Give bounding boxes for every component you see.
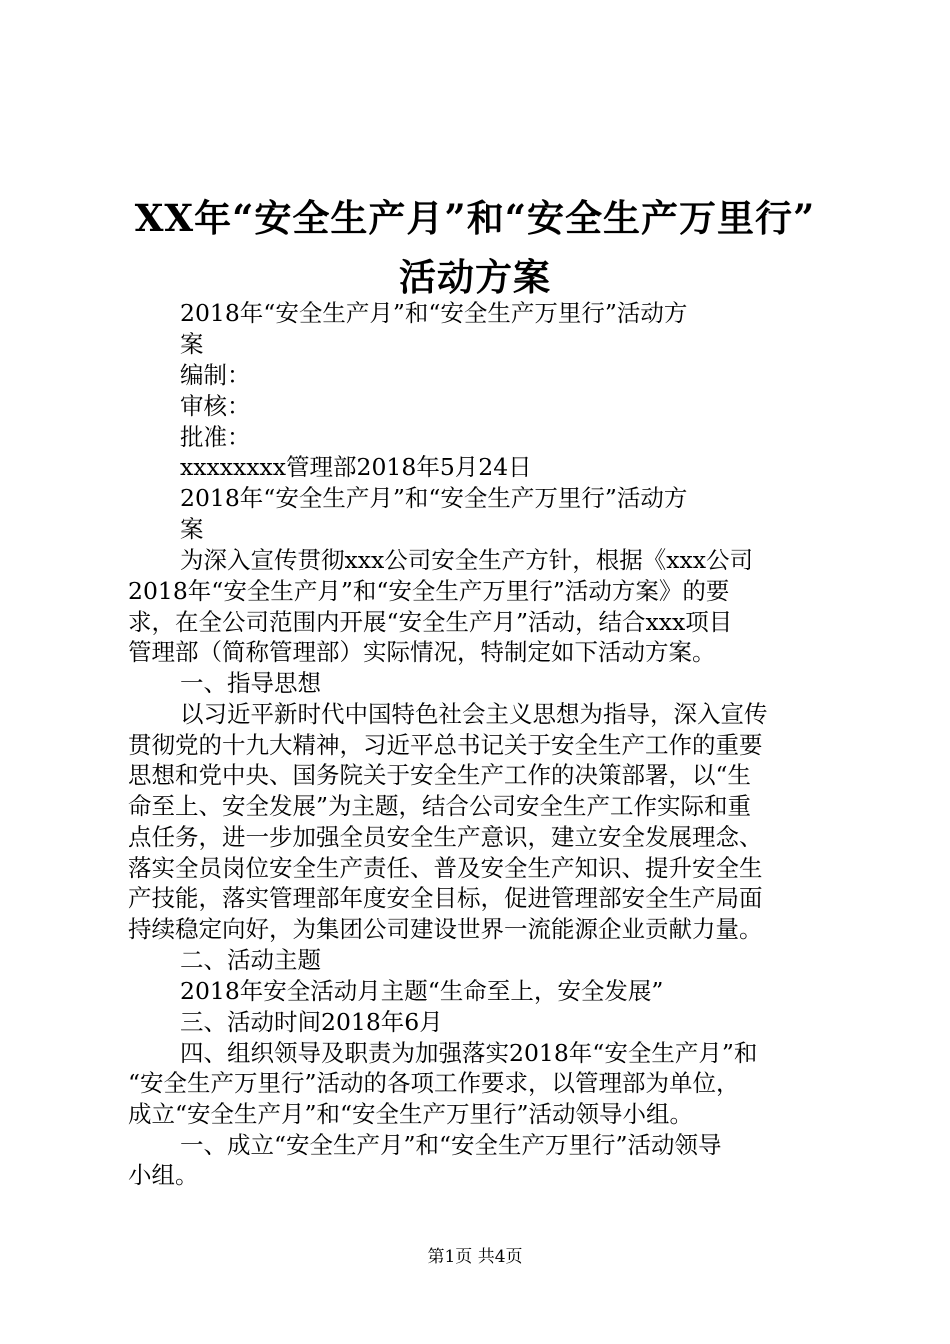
body-text-line: 2018年安全活动月主题“生命至上，安全发展” <box>180 977 664 1005</box>
issuer-date-line: xxxxxxxx管理部2018年5月24日 <box>180 453 532 481</box>
body-text-line: 小组。 <box>128 1161 199 1189</box>
body-text-line: 持续稳定向好，为集团公司建设世界一流能源企业贡献力量。 <box>128 915 763 943</box>
body-text-line: 2018年“安全生产月”和“安全生产万里行”活动方案》的要 <box>128 577 730 605</box>
subtitle-line: 2018年“安全生产月”和“安全生产万里行”活动方 <box>180 299 688 327</box>
body-text-line: 成立“安全生产月”和“安全生产万里行”活动领导小组。 <box>128 1100 694 1128</box>
document-title-line-1: XX年“安全生产月”和“安全生产万里行” <box>134 196 816 240</box>
body-text-line: 贯彻党的十九大精神，习近平总书记关于安全生产工作的重要 <box>128 731 763 759</box>
approver-field: 批准： <box>180 423 251 451</box>
document-title-line-2: 活动方案 <box>399 255 551 299</box>
body-text-line: 思想和党中央、国务院关于安全生产工作的决策部署，以“生 <box>128 761 752 789</box>
body-text-line: 点任务，进一步加强全员安全生产意识，建立安全发展理念、 <box>128 823 763 851</box>
section-heading: 二、活动主题 <box>180 946 321 974</box>
body-text-line: 一、成立“安全生产月”和“安全生产万里行”活动领导 <box>180 1131 722 1159</box>
body-text-line: 产技能，落实管理部年度安全目标，促进管理部安全生产局面 <box>128 884 763 912</box>
body-text-line: 落实全员岗位安全生产责任、普及安全生产知识、提升安全生 <box>128 854 763 882</box>
author-field: 编制： <box>180 361 251 389</box>
section-heading: 三、活动时间2018年6月 <box>180 1008 443 1036</box>
page-number-footer: 第1页 共4页 <box>427 1247 523 1267</box>
body-text-line: 管理部（简称管理部）实际情况，特制定如下活动方案。 <box>128 638 716 666</box>
body-text-line: 为深入宣传贯彻xxx公司安全生产方针，根据《xxx公司 <box>180 546 754 574</box>
body-text-line: “安全生产万里行”活动的各项工作要求，以管理部为单位， <box>128 1069 740 1097</box>
subtitle-line: 案 <box>180 515 204 543</box>
subtitle-line: 2018年“安全生产月”和“安全生产万里行”活动方 <box>180 484 688 512</box>
section-heading: 一、指导思想 <box>180 669 321 697</box>
section-heading: 四、组织领导及职责为加强落实2018年“安全生产月”和 <box>180 1039 758 1067</box>
body-text-line: 以习近平新时代中国特色社会主义思想为指导，深入宣传 <box>180 700 768 728</box>
reviewer-field: 审核： <box>180 392 251 420</box>
body-text-line: 命至上、安全发展”为主题，结合公司安全生产工作实际和重 <box>128 792 752 820</box>
body-text-line: 求，在全公司范围内开展“安全生产月”活动，结合xxx项目 <box>128 608 733 636</box>
subtitle-line: 案 <box>180 330 204 358</box>
